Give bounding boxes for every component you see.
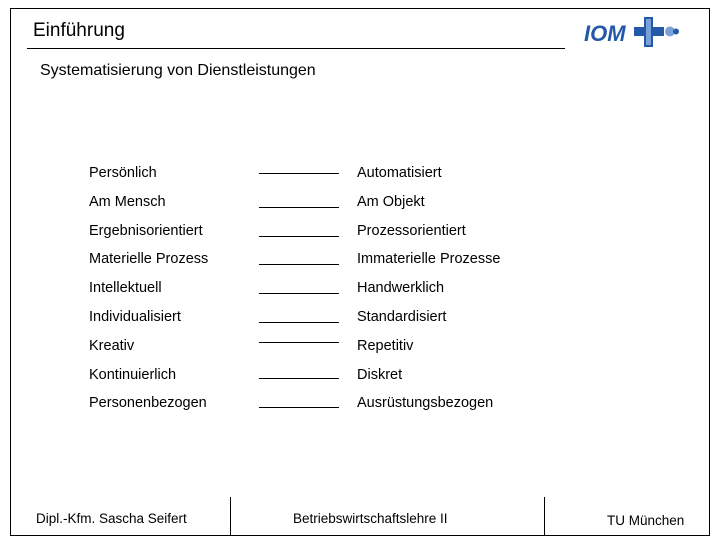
pair-right-label: Repetitiv [357,338,414,354]
title-underline [27,48,565,49]
pair-left-label: Kontinuierlich [89,367,177,383]
footer-institution: TU München [607,513,685,528]
pair-left-label: Individualisiert [89,309,181,325]
pair-right-label: Diskret [357,367,403,383]
footer-divider [544,497,545,536]
pair-right-label: Automatisiert [357,165,442,181]
slide-subtitle: Systematisierung von Dienstleistungen [40,62,316,79]
pair-left-label: Ergebnisorientiert [89,223,203,239]
pair-connector-line [259,407,339,408]
logo-text: IOM [584,21,626,46]
pair-left-label: Persönlich [89,165,157,181]
pair-right-label: Immaterielle Prozesse [357,251,501,267]
pair-connector-line [259,322,339,323]
pair-left-label: Intellektuell [89,280,162,296]
pair-right-label: Ausrüstungsbezogen [357,395,494,411]
pair-left-label: Am Mensch [89,194,166,210]
pair-connector-line [259,293,339,294]
pair-connector-line [259,207,339,208]
slide-frame [10,8,710,536]
pair-left-label: Materielle Prozess [89,251,209,267]
slide-title: Einführung [33,20,125,41]
pair-right-label: Prozessorientiert [357,223,466,239]
footer-author: Dipl.-Kfm. Sascha Seifert [36,511,187,526]
iom-logo [584,14,680,50]
footer-divider [230,497,231,536]
pair-connector-line [259,264,339,265]
pair-connector-line [259,236,339,237]
pair-connector-line [259,342,339,343]
pair-left-label: Kreativ [89,338,135,354]
pair-right-label: Handwerklich [357,280,445,296]
pair-right-label: Standardisiert [357,309,447,325]
pair-left-label: Personenbezogen [89,395,207,411]
footer-course: Betriebswirtschaftslehre II [293,511,448,526]
pair-connector-line [259,173,339,174]
pair-connector-line [259,378,339,379]
pair-right-label: Am Objekt [357,194,425,210]
